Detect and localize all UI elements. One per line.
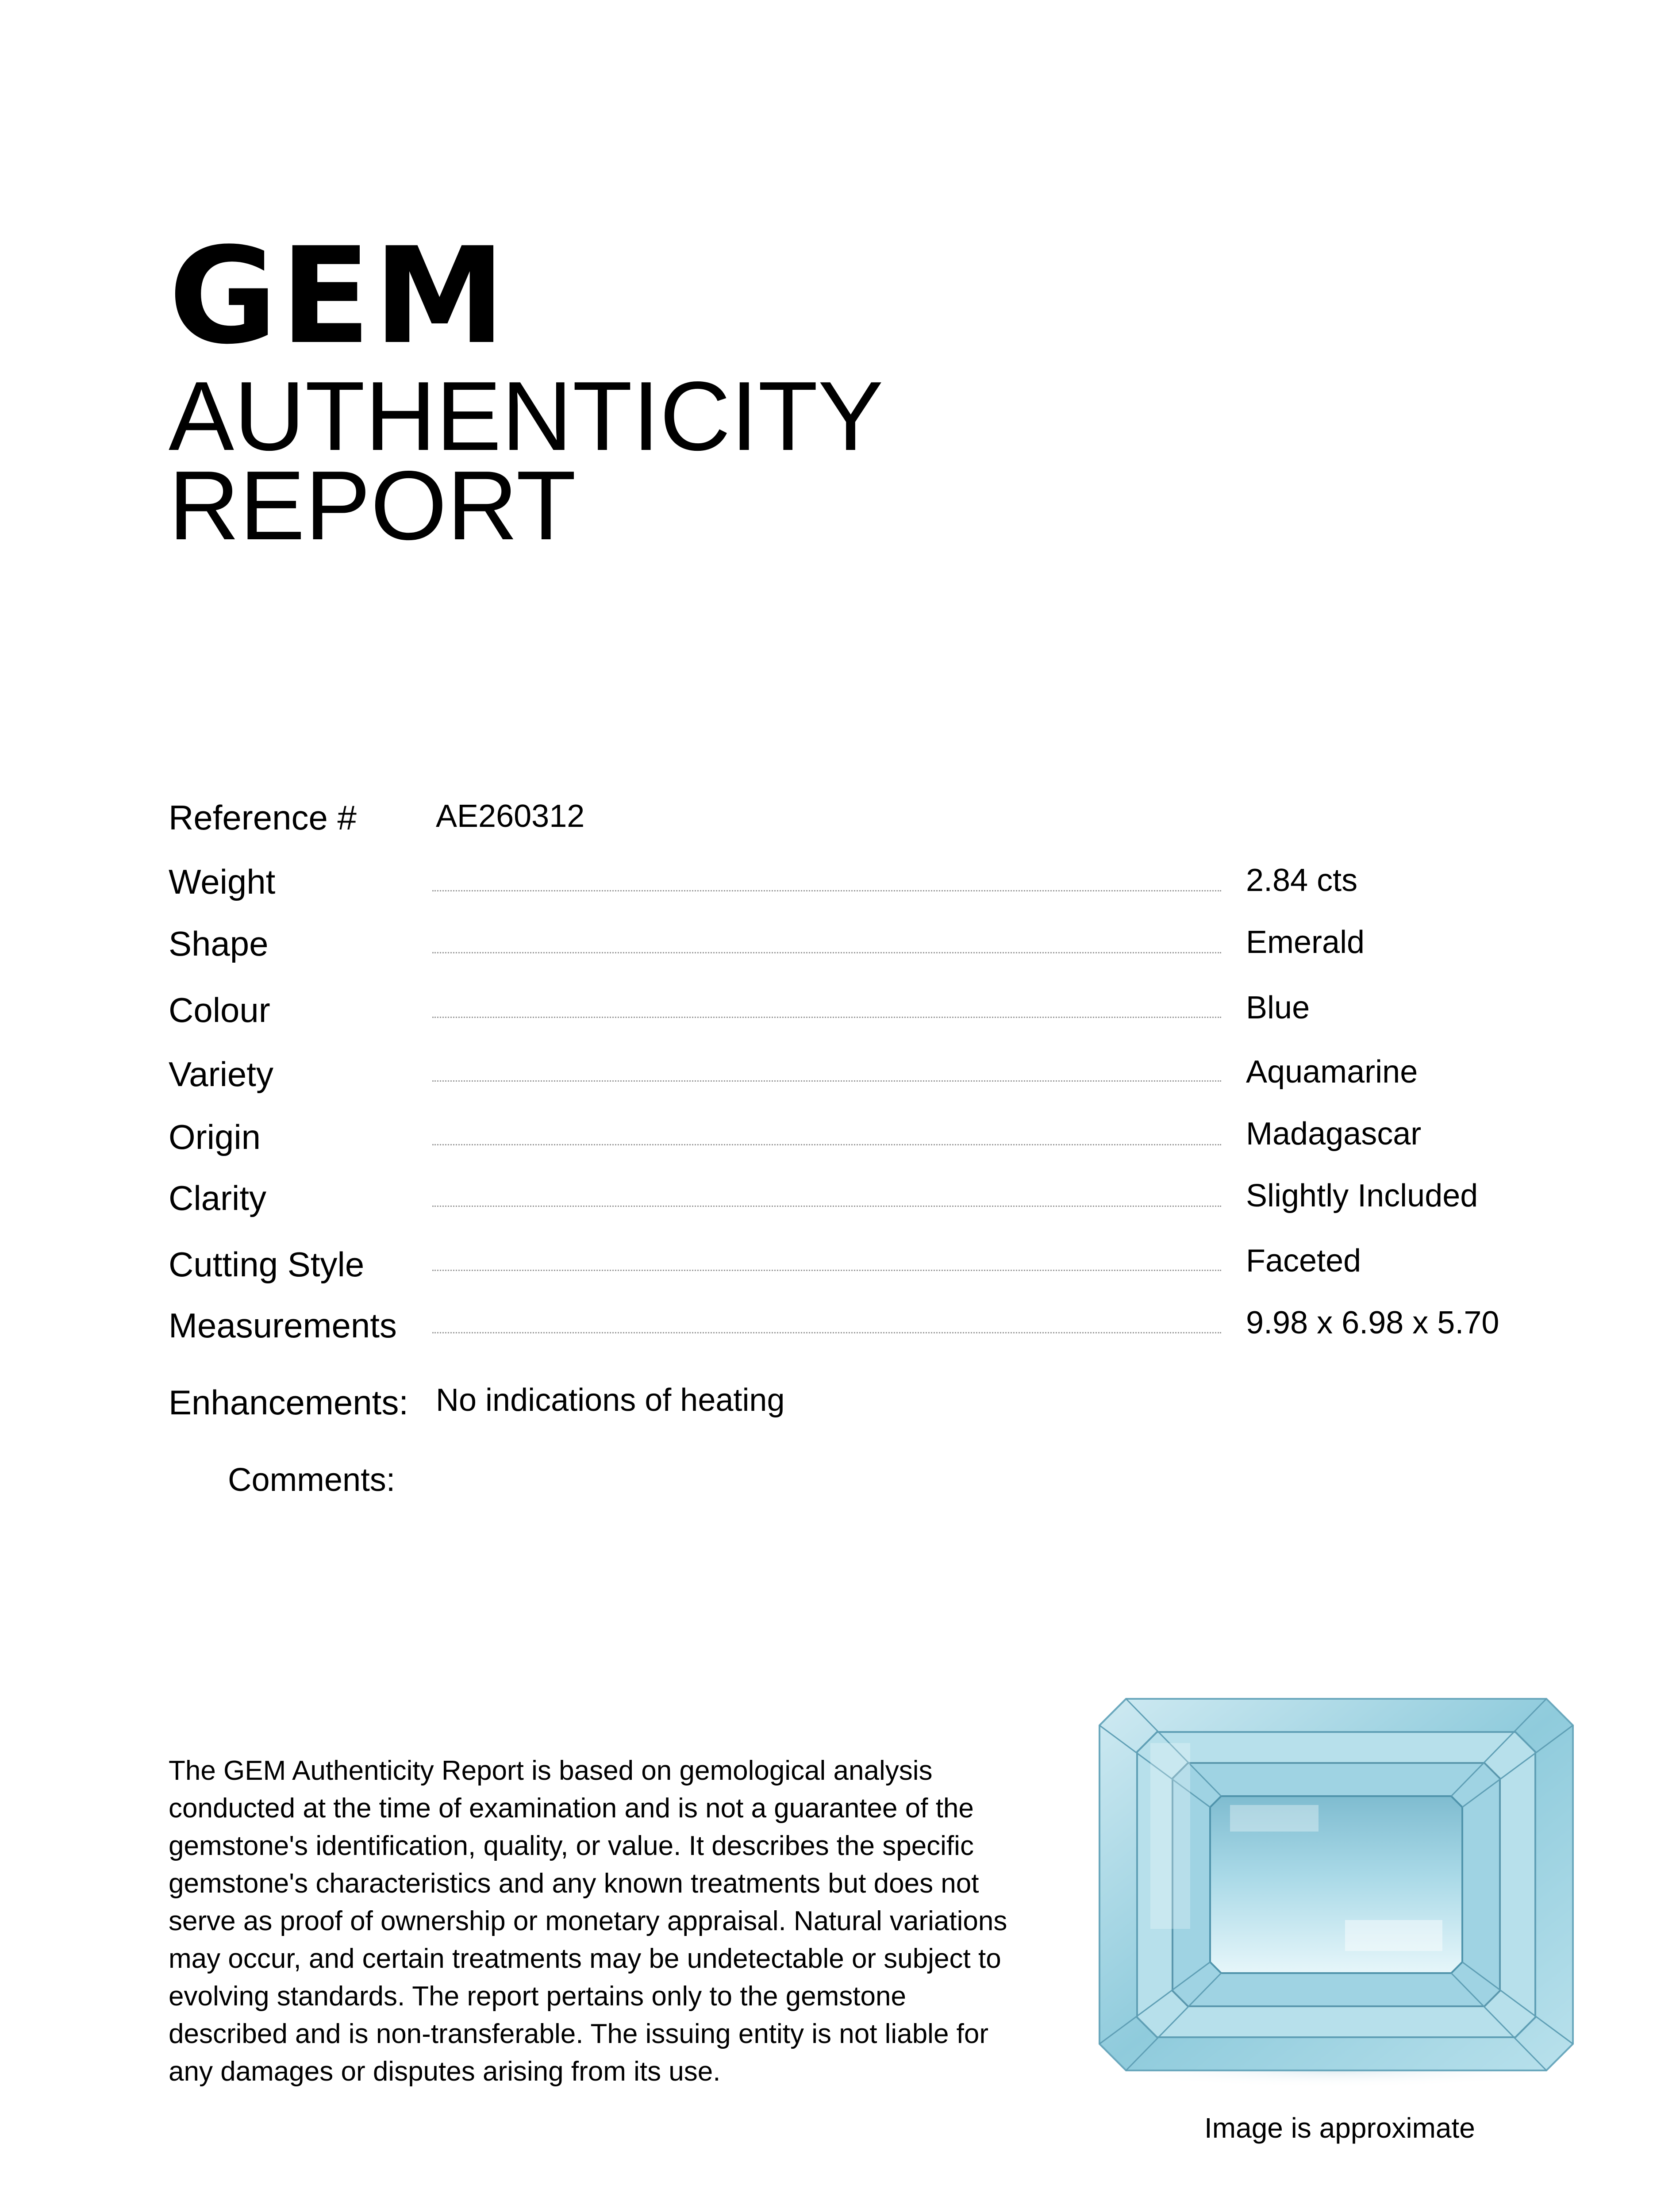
enhancements-value: No indications of heating	[436, 1382, 785, 1418]
measurements-label: Measurements	[169, 1306, 397, 1345]
clarity-label: Clarity	[169, 1179, 267, 1217]
subtitle-line-2: REPORT	[169, 451, 577, 561]
reference-label: Reference #	[169, 798, 357, 837]
origin-label: Origin	[169, 1118, 261, 1156]
weight-value: 2.84 cts	[1246, 863, 1358, 898]
clarity-leader-line	[432, 1206, 1221, 1207]
cutting-style-leader-line	[432, 1270, 1221, 1271]
weight-label: Weight	[169, 862, 276, 901]
weight-leader-line	[432, 890, 1221, 891]
variety-label: Variety	[169, 1055, 273, 1094]
variety-leader-line	[432, 1080, 1221, 1082]
gemstone-image	[1080, 1672, 1593, 2097]
report-title: GEM	[169, 219, 508, 373]
origin-leader-line	[432, 1144, 1221, 1145]
colour-label: Colour	[169, 991, 270, 1029]
origin-value: Madagascar	[1246, 1116, 1422, 1152]
shape-leader-line	[432, 952, 1221, 953]
variety-value: Aquamarine	[1246, 1054, 1418, 1090]
disclaimer-text: The GEM Authenticity Report is based on gemological analysis conducted at the time of examination and is not a guarantee of the gemstone's identification, quality, or value. It describes the specific gemstone's characteristics and any known treatments but does not serve as proof of ownership or monetary appraisal. Natural variations may occur, and certain treatments may be undetectable or subject to evolving standards. The report pertains only to the gemstone described and is non-transferable. The issuing entity is not liable for any damages or disputes arising from its use.	[169, 1755, 1007, 2087]
enhancements-label: Enhancements:	[169, 1383, 409, 1422]
shape-value: Emerald	[1246, 925, 1365, 960]
colour-value: Blue	[1246, 990, 1310, 1025]
clarity-value: Slightly Included	[1246, 1178, 1478, 1214]
measurements-leader-line	[432, 1332, 1221, 1333]
comments-label: Comments:	[228, 1461, 396, 1498]
report-subtitle	[169, 361, 884, 561]
shape-label: Shape	[169, 924, 269, 963]
image-caption: Image is approximate	[1204, 2112, 1475, 2144]
measurements-value: 9.98 x 6.98 x 5.70	[1246, 1305, 1499, 1340]
reference-value: AE260312	[436, 799, 585, 834]
colour-leader-line	[432, 1017, 1221, 1018]
cutting-style-value: Faceted	[1246, 1243, 1361, 1279]
cutting-style-label: Cutting Style	[169, 1245, 365, 1284]
subtitle-line-1: AUTHENTICITY	[169, 361, 884, 471]
